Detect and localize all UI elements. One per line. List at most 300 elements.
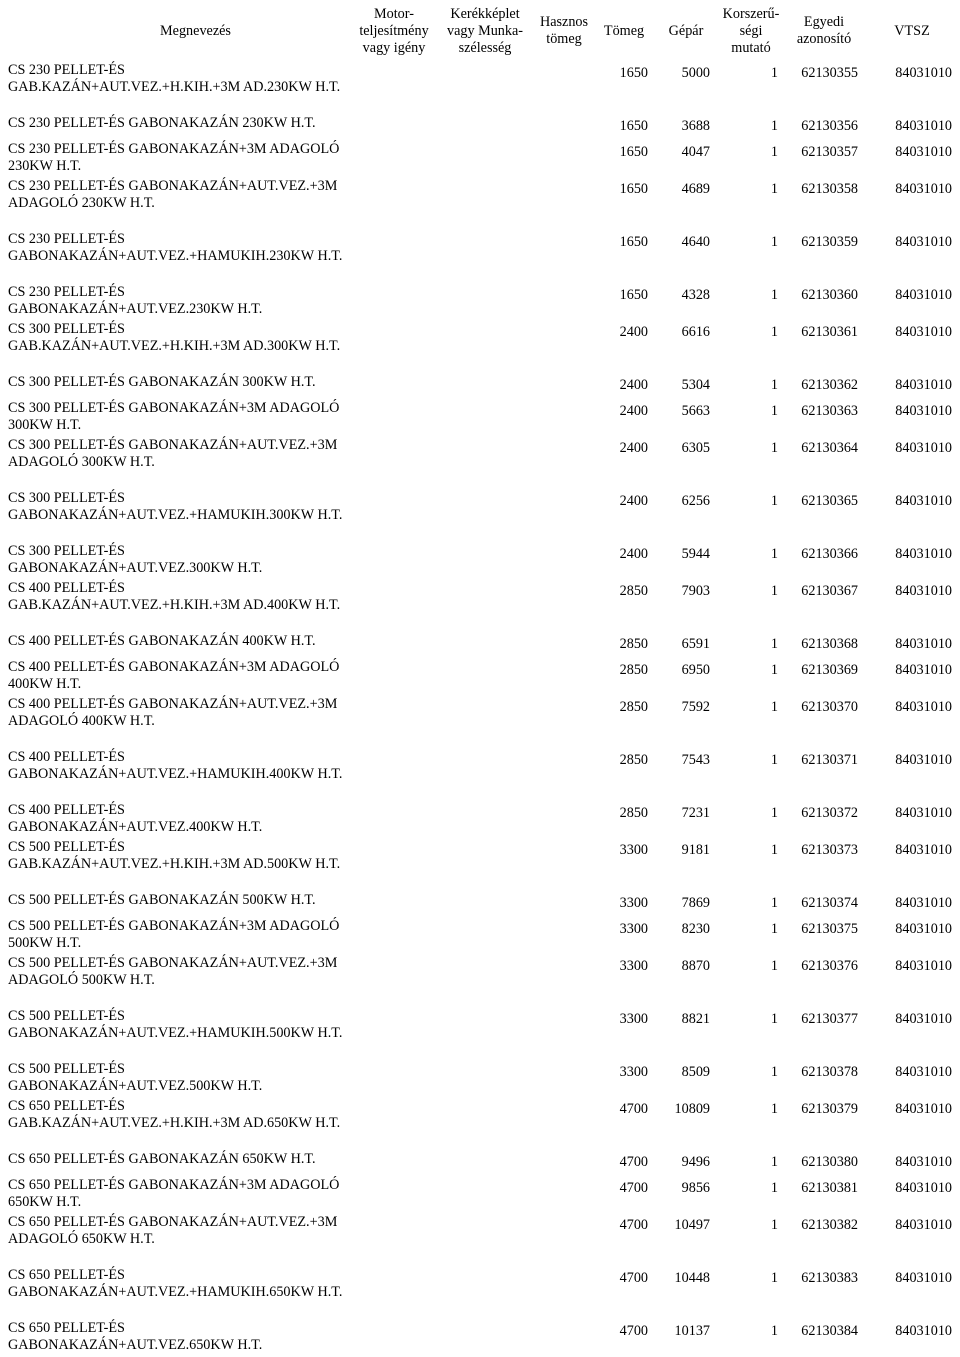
egyedi-cell: 62130359 (801, 234, 858, 250)
motor-cell (352, 1267, 436, 1320)
gepar-cell: 9496 (681, 1154, 710, 1170)
tomeg-cell: 2400 (619, 440, 648, 456)
motor-cell (352, 580, 436, 633)
hasznos-cell (534, 1320, 594, 1357)
korszeru-cell: 1 (770, 1270, 778, 1286)
table-row (0, 543, 960, 580)
motor-cell (352, 1061, 436, 1098)
korszeru-cell: 1 (770, 324, 778, 340)
korszeru-cell: 1 (770, 440, 778, 456)
tomeg-cell: 2850 (619, 699, 648, 715)
gepar-cell: 7869 (681, 895, 710, 911)
hasznos-cell (534, 955, 594, 1008)
korszeru-cell: 1 (770, 403, 778, 419)
gepar-cell: 6950 (681, 662, 710, 678)
kerek-cell (436, 839, 534, 892)
egyedi-cell: 62130355 (801, 65, 858, 81)
tomeg-cell: 3300 (619, 1011, 648, 1027)
table-row (0, 1267, 960, 1320)
vtsz-cell: 84031010 (895, 493, 952, 509)
korszeru-cell: 1 (770, 1180, 778, 1196)
vtsz-cell: 84031010 (895, 752, 952, 768)
table-row (0, 1151, 960, 1177)
egyedi-cell: 62130373 (801, 842, 858, 858)
motor-cell (352, 437, 436, 490)
motor-cell (352, 284, 436, 321)
table-row (0, 178, 960, 231)
vtsz-cell: 84031010 (895, 921, 952, 937)
table-row (0, 1098, 960, 1151)
hasznos-cell (534, 918, 594, 955)
motor-cell (352, 1151, 436, 1177)
vtsz-cell: 84031010 (895, 662, 952, 678)
gepar-cell: 5000 (681, 65, 710, 81)
gepar-cell: 5304 (681, 377, 710, 393)
korszeru-cell: 1 (770, 958, 778, 974)
motor-cell (352, 490, 436, 543)
vtsz-cell: 84031010 (895, 1101, 952, 1117)
vtsz-cell: 84031010 (895, 65, 952, 81)
hasznos-cell (534, 749, 594, 802)
tomeg-cell: 2850 (619, 662, 648, 678)
table-row (0, 1177, 960, 1214)
motor-cell (352, 374, 436, 400)
table-row (0, 490, 960, 543)
name-cell: CS 650 PELLET-ÉS GABONAKAZÁN+3M ADAGOLÓ 650KW H.T. (8, 1177, 340, 1210)
table-row (0, 141, 960, 178)
egyedi-cell: 62130369 (801, 662, 858, 678)
header-kerekkeplet: Kerékképlet vagy Munka-szélesség (446, 5, 524, 56)
table-row (0, 437, 960, 490)
motor-cell (352, 115, 436, 141)
header-tomeg: Tömeg (603, 22, 645, 39)
table-row (0, 749, 960, 802)
name-cell: CS 500 PELLET-ÉS GABONAKAZÁN+3M ADAGOLÓ 500KW H.T. (8, 918, 340, 951)
korszeru-cell: 1 (770, 805, 778, 821)
korszeru-cell: 1 (770, 662, 778, 678)
kerek-cell (436, 633, 534, 659)
gepar-cell: 10809 (674, 1101, 710, 1117)
gepar-cell: 6305 (681, 440, 710, 456)
hasznos-cell (534, 284, 594, 321)
motor-cell (352, 1177, 436, 1214)
korszeru-cell: 1 (770, 636, 778, 652)
vtsz-cell: 84031010 (895, 181, 952, 197)
vtsz-cell: 84031010 (895, 287, 952, 303)
egyedi-cell: 62130361 (801, 324, 858, 340)
header-vtsz: VTSZ (894, 22, 930, 39)
kerek-cell (436, 580, 534, 633)
hasznos-cell (534, 1061, 594, 1098)
kerek-cell (436, 892, 534, 918)
name-cell: CS 400 PELLET-ÉS GABONAKAZÁN+AUT.VEZ.+HAMUKIH.400KW H.T. (8, 749, 343, 782)
kerek-cell (436, 543, 534, 580)
table-row (0, 918, 960, 955)
gepar-cell: 4640 (681, 234, 710, 250)
kerek-cell (436, 231, 534, 284)
name-cell: CS 230 PELLET-ÉS GABONAKAZÁN 230KW H.T. (8, 115, 316, 131)
gepar-cell: 4047 (681, 144, 710, 160)
tomeg-cell: 4700 (619, 1270, 648, 1286)
kerek-cell (436, 1177, 534, 1214)
hasznos-cell (534, 115, 594, 141)
kerek-cell (436, 321, 534, 374)
table-row (0, 1320, 960, 1357)
hasznos-cell (534, 178, 594, 231)
korszeru-cell: 1 (770, 65, 778, 81)
egyedi-cell: 62130356 (801, 118, 858, 134)
hasznos-cell (534, 1177, 594, 1214)
korszeru-cell: 1 (770, 181, 778, 197)
vtsz-cell: 84031010 (895, 1323, 952, 1339)
egyedi-cell: 62130383 (801, 1270, 858, 1286)
table-row (0, 400, 960, 437)
tomeg-cell: 2850 (619, 583, 648, 599)
tomeg-cell: 3300 (619, 1064, 648, 1080)
motor-cell (352, 839, 436, 892)
tomeg-cell: 3300 (619, 958, 648, 974)
motor-cell (352, 659, 436, 696)
gepar-cell: 9856 (681, 1180, 710, 1196)
kerek-cell (436, 374, 534, 400)
korszeru-cell: 1 (770, 699, 778, 715)
egyedi-cell: 62130363 (801, 403, 858, 419)
tomeg-cell: 3300 (619, 921, 648, 937)
vtsz-cell: 84031010 (895, 234, 952, 250)
vtsz-cell: 84031010 (895, 403, 952, 419)
kerek-cell (436, 141, 534, 178)
name-cell: CS 230 PELLET-ÉS GABONAKAZÁN+AUT.VEZ.230KW H.T. (8, 284, 263, 317)
motor-cell (352, 321, 436, 374)
vtsz-cell: 84031010 (895, 144, 952, 160)
name-cell: CS 230 PELLET-ÉS GAB.KAZÁN+AUT.VEZ.+H.KIH.+3M AD.230KW H.T. (8, 62, 341, 95)
vtsz-cell: 84031010 (895, 895, 952, 911)
tomeg-cell: 1650 (619, 65, 648, 81)
table-row (0, 1008, 960, 1061)
table-row (0, 955, 960, 1008)
gepar-cell: 7903 (681, 583, 710, 599)
tomeg-cell: 2400 (619, 546, 648, 562)
korszeru-cell: 1 (770, 842, 778, 858)
kerek-cell (436, 696, 534, 749)
header-motor: Motor-teljesítmény vagy igény (359, 5, 429, 56)
tomeg-cell: 4700 (619, 1180, 648, 1196)
vtsz-cell: 84031010 (895, 1180, 952, 1196)
kerek-cell (436, 918, 534, 955)
hasznos-cell (534, 892, 594, 918)
motor-cell (352, 1008, 436, 1061)
egyedi-cell: 62130384 (801, 1323, 858, 1339)
kerek-cell (436, 955, 534, 1008)
kerek-cell (436, 178, 534, 231)
tomeg-cell: 1650 (619, 234, 648, 250)
hasznos-cell (534, 437, 594, 490)
egyedi-cell: 62130375 (801, 921, 858, 937)
tomeg-cell: 4700 (619, 1101, 648, 1117)
korszeru-cell: 1 (770, 1323, 778, 1339)
gepar-cell: 10448 (674, 1270, 710, 1286)
motor-cell (352, 892, 436, 918)
kerek-cell (436, 400, 534, 437)
hasznos-cell (534, 141, 594, 178)
vtsz-cell: 84031010 (895, 958, 952, 974)
kerek-cell (436, 1151, 534, 1177)
vtsz-cell: 84031010 (895, 1064, 952, 1080)
korszeru-cell: 1 (770, 583, 778, 599)
kerek-cell (436, 1008, 534, 1061)
korszeru-cell: 1 (770, 118, 778, 134)
gepar-cell: 10497 (674, 1217, 710, 1233)
vtsz-cell: 84031010 (895, 1154, 952, 1170)
vtsz-cell: 84031010 (895, 546, 952, 562)
egyedi-cell: 62130371 (801, 752, 858, 768)
egyedi-cell: 62130367 (801, 583, 858, 599)
gepar-cell: 10137 (674, 1323, 710, 1339)
egyedi-cell: 62130381 (801, 1180, 858, 1196)
hasznos-cell (534, 231, 594, 284)
motor-cell (352, 400, 436, 437)
name-cell: CS 400 PELLET-ÉS GABONAKAZÁN 400KW H.T. (8, 633, 316, 649)
egyedi-cell: 62130364 (801, 440, 858, 456)
motor-cell (352, 231, 436, 284)
name-cell: CS 650 PELLET-ÉS GABONAKAZÁN+AUT.VEZ.+HAMUKIH.650KW H.T. (8, 1267, 343, 1300)
hasznos-cell (534, 321, 594, 374)
kerek-cell (436, 659, 534, 696)
table-row (0, 62, 960, 115)
egyedi-cell: 62130378 (801, 1064, 858, 1080)
table-row (0, 374, 960, 400)
name-cell: CS 300 PELLET-ÉS GABONAKAZÁN+AUT.VEZ.300KW H.T. (8, 543, 263, 576)
kerek-cell (436, 115, 534, 141)
hasznos-cell (534, 1267, 594, 1320)
header-gepar: Gépár (668, 22, 704, 39)
hasznos-cell (534, 400, 594, 437)
kerek-cell (436, 437, 534, 490)
table-row (0, 802, 960, 839)
motor-cell (352, 543, 436, 580)
gepar-cell: 8870 (681, 958, 710, 974)
tomeg-cell: 1650 (619, 118, 648, 134)
name-cell: CS 650 PELLET-ÉS GABONAKAZÁN+AUT.VEZ.+3M ADAGOLÓ 650KW H.T. (8, 1214, 338, 1247)
header-korszerusegi-mutato: Korszerű-ségi mutató (722, 5, 780, 56)
kerek-cell (436, 1061, 534, 1098)
korszeru-cell: 1 (770, 1011, 778, 1027)
vtsz-cell: 84031010 (895, 1217, 952, 1233)
motor-cell (352, 633, 436, 659)
vtsz-cell: 84031010 (895, 636, 952, 652)
name-cell: CS 300 PELLET-ÉS GABONAKAZÁN+3M ADAGOLÓ 300KW H.T. (8, 400, 340, 433)
vtsz-cell: 84031010 (895, 118, 952, 134)
gepar-cell: 6616 (681, 324, 710, 340)
tomeg-cell: 2850 (619, 805, 648, 821)
name-cell: CS 400 PELLET-ÉS GAB.KAZÁN+AUT.VEZ.+H.KIH.+3M AD.400KW H.T. (8, 580, 341, 613)
vtsz-cell: 84031010 (895, 699, 952, 715)
tomeg-cell: 2850 (619, 636, 648, 652)
hasznos-cell (534, 839, 594, 892)
motor-cell (352, 918, 436, 955)
kerek-cell (436, 1267, 534, 1320)
egyedi-cell: 62130365 (801, 493, 858, 509)
kerek-cell (436, 1320, 534, 1357)
name-cell: CS 400 PELLET-ÉS GABONAKAZÁN+AUT.VEZ.400KW H.T. (8, 802, 263, 835)
hasznos-cell (534, 490, 594, 543)
kerek-cell (436, 62, 534, 115)
kerek-cell (436, 1214, 534, 1267)
motor-cell (352, 696, 436, 749)
korszeru-cell: 1 (770, 752, 778, 768)
tomeg-cell: 4700 (619, 1323, 648, 1339)
tomeg-cell: 2850 (619, 752, 648, 768)
vtsz-cell: 84031010 (895, 805, 952, 821)
name-cell: CS 300 PELLET-ÉS GABONAKAZÁN+AUT.VEZ.+3M ADAGOLÓ 300KW H.T. (8, 437, 338, 470)
hasznos-cell (534, 374, 594, 400)
table-row (0, 1214, 960, 1267)
motor-cell (352, 141, 436, 178)
vtsz-cell: 84031010 (895, 324, 952, 340)
gepar-cell: 4328 (681, 287, 710, 303)
gepar-cell: 8230 (681, 921, 710, 937)
kerek-cell (436, 749, 534, 802)
motor-cell (352, 178, 436, 231)
table-row (0, 659, 960, 696)
name-cell: CS 500 PELLET-ÉS GABONAKAZÁN+AUT.VEZ.500KW H.T. (8, 1061, 263, 1094)
egyedi-cell: 62130380 (801, 1154, 858, 1170)
hasznos-cell (534, 696, 594, 749)
egyedi-cell: 62130372 (801, 805, 858, 821)
table-row (0, 892, 960, 918)
vtsz-cell: 84031010 (895, 1270, 952, 1286)
tomeg-cell: 4700 (619, 1217, 648, 1233)
tomeg-cell: 2400 (619, 493, 648, 509)
name-cell: CS 500 PELLET-ÉS GABONAKAZÁN+AUT.VEZ.+3M ADAGOLÓ 500KW H.T. (8, 955, 338, 988)
motor-cell (352, 1320, 436, 1357)
korszeru-cell: 1 (770, 144, 778, 160)
table-row (0, 115, 960, 141)
korszeru-cell: 1 (770, 1101, 778, 1117)
korszeru-cell: 1 (770, 546, 778, 562)
hasznos-cell (534, 580, 594, 633)
table-body (0, 62, 960, 1357)
gepar-cell: 7592 (681, 699, 710, 715)
egyedi-cell: 62130374 (801, 895, 858, 911)
korszeru-cell: 1 (770, 493, 778, 509)
egyedi-cell: 62130376 (801, 958, 858, 974)
name-cell: CS 500 PELLET-ÉS GABONAKAZÁN 500KW H.T. (8, 892, 316, 908)
motor-cell (352, 749, 436, 802)
tomeg-cell: 2400 (619, 377, 648, 393)
motor-cell (352, 1098, 436, 1151)
tomeg-cell: 3300 (619, 842, 648, 858)
name-cell: CS 300 PELLET-ÉS GAB.KAZÁN+AUT.VEZ.+H.KIH.+3M AD.300KW H.T. (8, 321, 341, 354)
kerek-cell (436, 1098, 534, 1151)
korszeru-cell: 1 (770, 287, 778, 303)
tomeg-cell: 2400 (619, 403, 648, 419)
name-cell: CS 230 PELLET-ÉS GABONAKAZÁN+AUT.VEZ.+3M ADAGOLÓ 230KW H.T. (8, 178, 338, 211)
tomeg-cell: 3300 (619, 895, 648, 911)
table-row (0, 321, 960, 374)
tomeg-cell: 1650 (619, 144, 648, 160)
name-cell: CS 650 PELLET-ÉS GABONAKAZÁN 650KW H.T. (8, 1151, 316, 1167)
gepar-cell: 3688 (681, 118, 710, 134)
hasznos-cell (534, 1151, 594, 1177)
egyedi-cell: 62130377 (801, 1011, 858, 1027)
egyedi-cell: 62130362 (801, 377, 858, 393)
motor-cell (352, 1214, 436, 1267)
name-cell: CS 230 PELLET-ÉS GABONAKAZÁN+3M ADAGOLÓ 230KW H.T. (8, 141, 340, 174)
gepar-cell: 6591 (681, 636, 710, 652)
gepar-cell: 8509 (681, 1064, 710, 1080)
name-cell: CS 650 PELLET-ÉS GABONAKAZÁN+AUT.VEZ.650KW H.T. (8, 1320, 263, 1353)
vtsz-cell: 84031010 (895, 583, 952, 599)
table-row (0, 633, 960, 659)
tomeg-cell: 2400 (619, 324, 648, 340)
gepar-cell: 4689 (681, 181, 710, 197)
name-cell: CS 500 PELLET-ÉS GABONAKAZÁN+AUT.VEZ.+HAMUKIH.500KW H.T. (8, 1008, 343, 1041)
header-egyedi-azonosito: Egyedi azonosító (796, 14, 852, 47)
motor-cell (352, 62, 436, 115)
egyedi-cell: 62130379 (801, 1101, 858, 1117)
table-row (0, 696, 960, 749)
kerek-cell (436, 284, 534, 321)
egyedi-cell: 62130357 (801, 144, 858, 160)
name-cell: CS 400 PELLET-ÉS GABONAKAZÁN+AUT.VEZ.+3M ADAGOLÓ 400KW H.T. (8, 696, 338, 729)
table-row (0, 839, 960, 892)
korszeru-cell: 1 (770, 234, 778, 250)
egyedi-cell: 62130370 (801, 699, 858, 715)
header-row (0, 0, 960, 62)
hasznos-cell (534, 659, 594, 696)
kerek-cell (436, 490, 534, 543)
header-megnevezes: Megnevezés (160, 22, 231, 39)
vtsz-cell: 84031010 (895, 1011, 952, 1027)
tomeg-cell: 4700 (619, 1154, 648, 1170)
gepar-cell: 7231 (681, 805, 710, 821)
hasznos-cell (534, 543, 594, 580)
korszeru-cell: 1 (770, 1154, 778, 1170)
table-row (0, 231, 960, 284)
gepar-cell: 9181 (681, 842, 710, 858)
hasznos-cell (534, 1008, 594, 1061)
egyedi-cell: 62130358 (801, 181, 858, 197)
korszeru-cell: 1 (770, 895, 778, 911)
table-row (0, 284, 960, 321)
hasznos-cell (534, 633, 594, 659)
name-cell: CS 650 PELLET-ÉS GAB.KAZÁN+AUT.VEZ.+H.KIH.+3M AD.650KW H.T. (8, 1098, 341, 1131)
egyedi-cell: 62130366 (801, 546, 858, 562)
gepar-cell: 6256 (681, 493, 710, 509)
hasznos-cell (534, 802, 594, 839)
korszeru-cell: 1 (770, 377, 778, 393)
korszeru-cell: 1 (770, 1217, 778, 1233)
korszeru-cell: 1 (770, 921, 778, 937)
header-hasznos-tomeg: Hasznos tömeg (539, 14, 589, 47)
name-cell: CS 300 PELLET-ÉS GABONAKAZÁN 300KW H.T. (8, 374, 316, 390)
gepar-cell: 7543 (681, 752, 710, 768)
egyedi-cell: 62130368 (801, 636, 858, 652)
vtsz-cell: 84031010 (895, 440, 952, 456)
hasznos-cell (534, 1098, 594, 1151)
egyedi-cell: 62130382 (801, 1217, 858, 1233)
name-cell: CS 300 PELLET-ÉS GABONAKAZÁN+AUT.VEZ.+HAMUKIH.300KW H.T. (8, 490, 343, 523)
tomeg-cell: 1650 (619, 181, 648, 197)
name-cell: CS 500 PELLET-ÉS GAB.KAZÁN+AUT.VEZ.+H.KIH.+3M AD.500KW H.T. (8, 839, 341, 872)
vtsz-cell: 84031010 (895, 377, 952, 393)
motor-cell (352, 802, 436, 839)
egyedi-cell: 62130360 (801, 287, 858, 303)
name-cell: CS 230 PELLET-ÉS GABONAKAZÁN+AUT.VEZ.+HAMUKIH.230KW H.T. (8, 231, 343, 264)
hasznos-cell (534, 1214, 594, 1267)
korszeru-cell: 1 (770, 1064, 778, 1080)
